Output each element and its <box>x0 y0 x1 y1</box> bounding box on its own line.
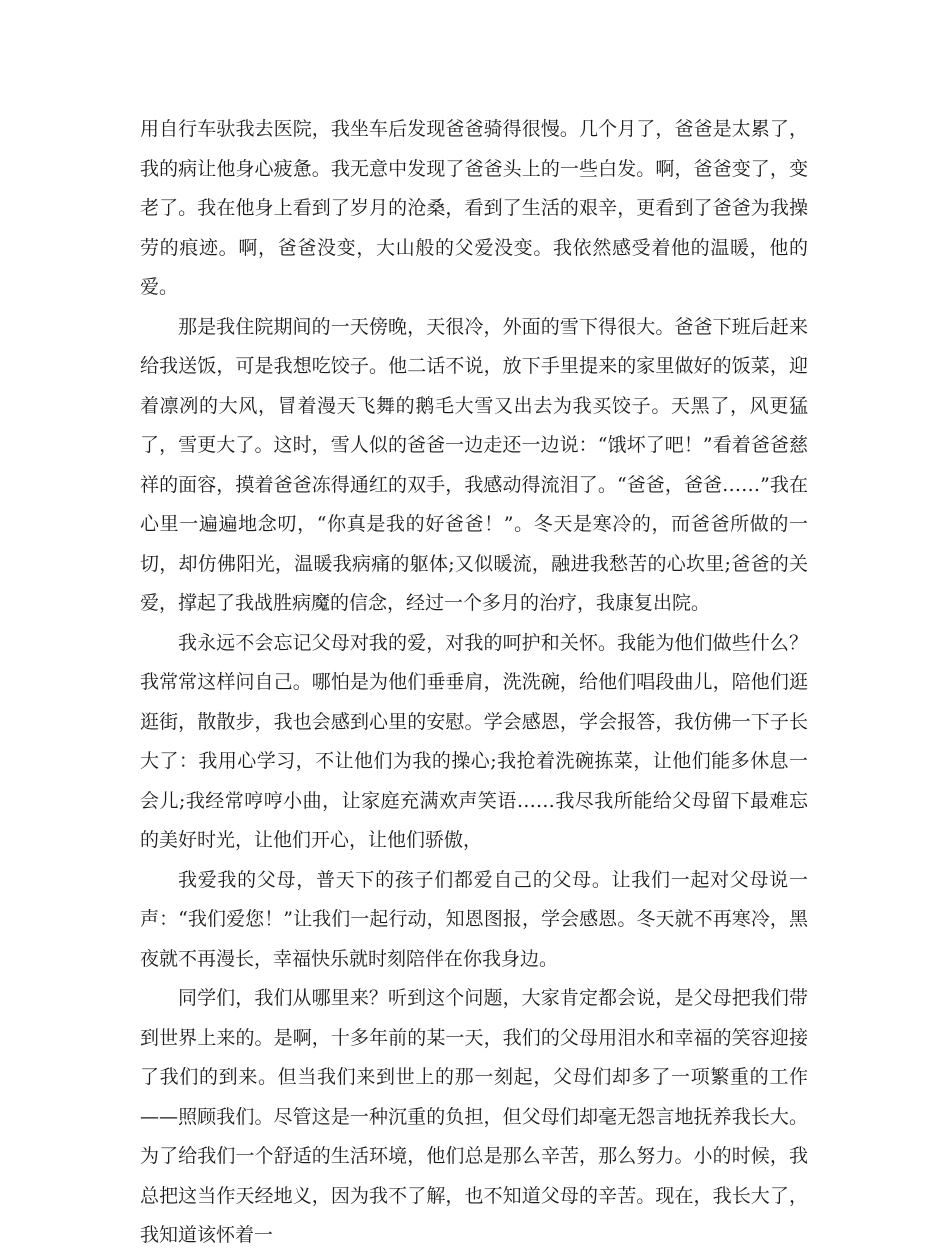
document-body <box>140 110 808 1256</box>
paragraph-2: 那是我住院期间的一天傍晚，天很冷，外面的雪下得很大。爸爸下班后赶来给我送饭，可是我想吃饺子。他二话不说，放下手里提来的家里做好的饭菜，迎着凛冽的大风，冒着漫天飞舞的鹅毛大雪又出去为我买饺子。天黑了，风更猛了，雪更大了。这时，雪人似的爸爸一边走还一边说：“饿坏了吧！”看着爸爸慈祥的面容，摸着爸爸冻得通红的双手，我感动得流泪了。“爸爸，爸爸……”我在心里一遍遍地念叨，“你真是我的好爸爸！”。冬天是寒冷的，而爸爸所做的一切，却仿佛阳光，温暖我病痛的躯体;又似暖流，融进我愁苦的心坎里;爸爸的关爱，撑起了我战胜病魔的信念，经过一个多月的治疗，我康复出院。 <box>140 315 808 614</box>
paragraph-4: 我爱我的父母，普天下的孩子们都爱自己的父母。让我们一起对父母说一声：“我们爱您！”让我们一起行动，知恩图报，学会感恩。冬天就不再寒冷，黑夜就不再漫长，幸福快乐就时刻陪伴在你我身边。 <box>140 868 808 970</box>
paragraph-5: 同学们，我们从哪里来？听到这个问题，大家肯定都会说，是父母把我们带到世界上来的。是啊，十多年前的某一天，我们的父母用泪水和幸福的笑容迎接了我们的到来。但当我们来到世上的那一刻起，父母们却多了一项繁重的工作——照顾我们。尽管这是一种沉重的负担，但父母们却毫无怨言地抚养我长大。为了给我们一个舒适的生活环境，他们总是那么辛苦，那么努力。小的时候，我总把这当作天经地义，因为我不了解，也不知道父母的辛苦。现在，我长大了，我知道该怀着一 <box>140 987 808 1246</box>
paragraph-3: 我永远不会忘记父母对我的爱，对我的呵护和关怀。我能为他们做些什么？我常常这样问自己。哪怕是为他们垂垂肩，洗洗碗，给他们唱段曲儿，陪他们逛逛街，散散步，我也会感到心里的安慰。学会感恩，学会报答，我仿佛一下子长大了：我用心学习，不让他们为我的操心;我抢着洗碗拣菜，让他们能多休息一会儿;我经常哼哼小曲，让家庭充满欢声笑语……我尽我所能给父母留下最难忘的美好时光，让他们开心，让他们骄傲， <box>140 631 808 851</box>
paragraph-1: 用自行车驮我去医院，我坐车后发现爸爸骑得很慢。几个月了，爸爸是太累了，我的病让他身心疲惫。我无意中发现了爸爸头上的一些白发。啊，爸爸变了，变老了。我在他身上看到了岁月的沧桑，看到了生活的艰辛，更看到了爸爸为我操劳的痕迹。啊，爸爸没变，大山般的父爱没变。我依然感受着他的温暖，他的爱。 <box>140 118 808 298</box>
